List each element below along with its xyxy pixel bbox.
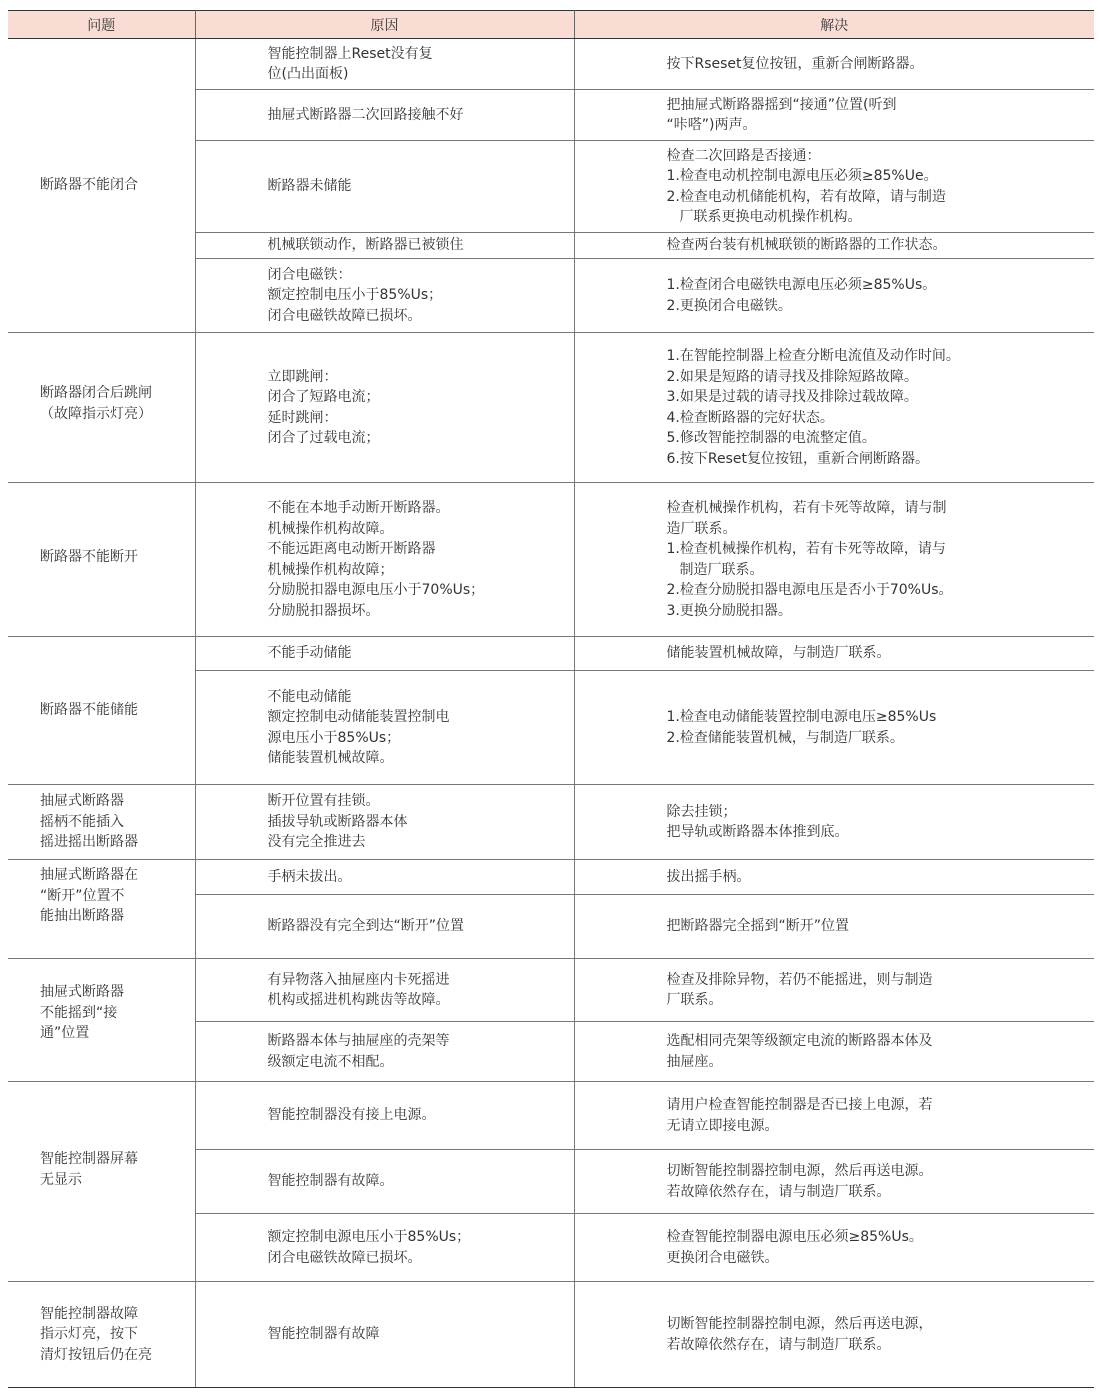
cause-cell	[195, 90, 574, 141]
solution-line: 厂联系更换电动机操作机构。	[679, 209, 862, 225]
problem-line: 不能摇到“接	[40, 1004, 118, 1021]
solution-line: 若故障依然存在，请与制造厂联系。	[666, 1183, 891, 1200]
cause-line: 没有完全推进去	[267, 834, 366, 851]
cause-cell	[195, 233, 574, 259]
solution-line: 2.更换闭合电磁铁。	[666, 297, 792, 314]
cause-line: 延时跳闸：	[267, 409, 338, 426]
cause-line: 立即跳闸：	[267, 368, 338, 385]
solution-cell	[574, 233, 1094, 259]
problem-line: 断路器不能断开	[40, 549, 138, 566]
cause-cell	[195, 39, 574, 90]
cause-cell	[195, 1282, 574, 1388]
solution-line: 1.在智能控制器上检查分断电流值及动作时间。	[666, 348, 960, 364]
cause-line: 手柄未拔出。	[267, 868, 352, 885]
solution-line: 2.如果是短路的请寻找及排除短路故障。	[666, 368, 918, 385]
cause-cell	[195, 895, 574, 959]
cause-cell	[195, 860, 574, 895]
troubleshooting-table-container	[8, 10, 1094, 1388]
solution-cell	[574, 785, 1094, 860]
solution-line: 检查二次回路是否接通：	[666, 147, 821, 164]
solution-line: 检查两台装有机械联锁的断路器的工作状态。	[666, 237, 947, 254]
cause-line: 位(凸出面板)	[267, 66, 349, 82]
problem-line: 断路器不能闭合	[40, 177, 138, 194]
table-row	[8, 959, 1094, 1022]
solution-cell	[574, 141, 1094, 233]
solution-line: 按下Rseset复位按钮，重新合闸断路器。	[666, 55, 924, 72]
cause-cell	[195, 785, 574, 860]
solution-line: 检查机械操作机构，若有卡死等故障，请与制	[666, 500, 947, 516]
table-header	[8, 11, 1094, 39]
cause-cell	[195, 959, 574, 1022]
solution-cell	[574, 895, 1094, 959]
solution-line: 检查智能控制器电源电压必须≥85%Us。	[666, 1229, 923, 1245]
problem-line: 断路器闭合后跳闸	[40, 385, 152, 401]
cause-line: 机械联锁动作，断路器已被锁住	[267, 237, 464, 254]
table-row	[8, 785, 1094, 860]
problem-cell	[8, 483, 195, 637]
problem-line: （故障指示灯亮）	[40, 405, 152, 422]
solution-line: 6.按下Reset复位按钮，重新合闸断路器。	[666, 450, 929, 467]
solution-line: 1.检查电动储能装置控制电源电压≥85%Us	[666, 709, 937, 725]
cause-line: 额定控制电动储能装置控制电	[267, 709, 450, 725]
cause-line: 智能控制器没有接上电源。	[267, 1107, 436, 1124]
solution-line: 切断智能控制器控制电源，然后再送电源，	[666, 1316, 933, 1332]
cause-line: 不能手动储能	[267, 645, 352, 662]
cause-line: 额定控制电压小于85%Us；	[267, 287, 443, 304]
problem-line: 能抽出断路器	[40, 908, 124, 925]
cause-line: 机械操作机构故障；	[267, 561, 394, 578]
problem-line: 智能控制器屏幕	[40, 1151, 138, 1167]
problem-cell	[8, 1082, 195, 1282]
solution-line: 更换闭合电磁铁。	[666, 1249, 779, 1266]
cause-cell	[195, 259, 574, 333]
cause-cell	[195, 141, 574, 233]
cause-line: 智能控制器上Reset没有复	[267, 45, 433, 62]
problem-line: 通”位置	[40, 1025, 90, 1042]
cause-cell	[195, 483, 574, 637]
cause-line: 断路器未储能	[267, 178, 352, 195]
problem-line: “断开”位置不	[40, 887, 125, 904]
troubleshooting-table	[8, 10, 1094, 1388]
solution-cell	[574, 39, 1094, 90]
cause-line: 分励脱扣器电源电压小于70%Us；	[267, 582, 485, 598]
cause-line: 不能远距离电动断开断路器	[267, 541, 436, 557]
problem-line: 抽屉式断路器	[40, 984, 124, 1001]
solution-line: 厂联系。	[666, 992, 723, 1008]
problem-line: 断路器不能储能	[40, 702, 138, 719]
cause-line: 不能在本地手动断开断路器。	[267, 500, 450, 516]
cause-line: 闭合电磁铁：	[267, 266, 352, 283]
solution-line: 4.检查断路器的完好状态。	[666, 409, 834, 426]
problem-line: 指示灯亮，按下	[40, 1326, 138, 1343]
solution-line: 2.检查分励脱扣器电源电压是否小于70%Us。	[666, 582, 953, 598]
solution-line: 3.如果是过载的请寻找及排除过载故障。	[666, 389, 918, 405]
cause-cell	[195, 1022, 574, 1082]
solution-line: 无请立即接电源。	[666, 1117, 779, 1134]
table-body	[8, 39, 1094, 1388]
solution-line: 请用户检查智能控制器是否已接上电源，若	[666, 1097, 933, 1113]
problem-cell	[8, 39, 195, 333]
solution-line: 抽屉座。	[666, 1053, 723, 1070]
solution-line: 储能装置机械故障，与制造厂联系。	[666, 645, 891, 662]
solution-cell	[574, 671, 1094, 785]
problem-cell	[8, 959, 195, 1082]
problem-line: 抽屉式断路器	[40, 793, 124, 810]
cause-line: 智能控制器有故障。	[267, 1173, 394, 1190]
cause-line: 有异物落入抽屉座内卡死摇进	[267, 971, 450, 988]
solution-cell	[574, 959, 1094, 1022]
cause-line: 额定控制电源电压小于85%Us；	[267, 1229, 471, 1245]
cause-line: 断开位置有挂锁。	[267, 793, 380, 810]
problem-cell	[8, 860, 195, 959]
solution-line: 1.检查机械操作机构，若有卡死等故障，请与	[666, 541, 946, 557]
header-solution: 解决	[574, 11, 1094, 39]
solution-line: 除去挂锁；	[666, 803, 737, 820]
solution-cell	[574, 259, 1094, 333]
problem-cell	[8, 637, 195, 785]
solution-cell	[574, 1150, 1094, 1214]
solution-line: “咔嗒”)两声。	[666, 117, 757, 133]
solution-line: 把抽屉式断路器摇到“接通”位置(听到	[666, 96, 897, 113]
cause-cell	[195, 1082, 574, 1150]
cause-cell	[195, 1214, 574, 1282]
problem-cell	[8, 1282, 195, 1388]
solution-cell	[574, 1082, 1094, 1150]
solution-line: 检查及排除异物，若仍不能摇进，则与制造	[666, 971, 933, 988]
solution-line: 1.检查电动机控制电源电压必须≥85%Ue。	[666, 168, 938, 184]
cause-line: 插拔导轨或断路器本体	[267, 813, 408, 830]
cause-line: 源电压小于85%Us；	[267, 729, 401, 746]
solution-line: 把导轨或断路器本体推到底。	[666, 824, 849, 840]
problem-line: 摇进摇出断路器	[40, 834, 138, 851]
table-row	[8, 333, 1094, 483]
solution-cell	[574, 860, 1094, 895]
solution-cell	[574, 1282, 1094, 1388]
solution-line: 选配相同壳架等级额定电流的断路器本体及	[666, 1033, 933, 1049]
cause-line: 分励脱扣器损坏。	[267, 602, 380, 619]
problem-line: 智能控制器故障	[40, 1305, 138, 1322]
problem-cell	[8, 785, 195, 860]
cause-cell	[195, 333, 574, 483]
cause-line: 闭合了短路电流；	[267, 389, 380, 405]
cause-line: 闭合了过载电流；	[267, 430, 380, 446]
header-problem: 问题	[8, 11, 195, 39]
solution-line: 2.检查储能装置机械，与制造厂联系。	[666, 729, 904, 746]
cause-cell	[195, 1150, 574, 1214]
solution-line: 把断路器完全摇到“断开”位置	[666, 918, 850, 935]
cause-line: 不能电动储能	[267, 688, 352, 705]
cause-line: 断路器没有完全到达“断开”位置	[267, 918, 465, 935]
cause-line: 闭合电磁铁故障已损坏。	[267, 307, 422, 324]
cause-line: 级额定电流不相配。	[267, 1053, 394, 1070]
table-row	[8, 1082, 1094, 1150]
solution-line: 1.检查闭合电磁铁电源电压必须≥85%Us。	[666, 277, 937, 293]
cause-line: 抽屉式断路器二次回路接触不好	[267, 106, 464, 123]
table-row	[8, 39, 1094, 90]
solution-line: 3.更换分励脱扣器。	[666, 602, 792, 619]
cause-line: 储能装置机械故障。	[267, 750, 394, 766]
cause-cell	[195, 671, 574, 785]
solution-line: 切断智能控制器控制电源，然后再送电源。	[666, 1163, 933, 1179]
cause-line: 闭合电磁铁故障已损坏。	[267, 1249, 422, 1266]
table-row	[8, 483, 1094, 637]
solution-cell	[574, 90, 1094, 141]
problem-line: 清灯按钮后仍在亮	[40, 1346, 152, 1363]
problem-cell	[8, 333, 195, 483]
problem-line: 抽屉式断路器在	[40, 867, 138, 884]
cause-cell	[195, 637, 574, 671]
cause-line: 智能控制器有故障	[267, 1326, 380, 1343]
cause-line: 断路器本体与抽屉座的壳架等	[267, 1033, 450, 1049]
header-row	[8, 11, 1094, 39]
cause-line: 机械操作机构故障。	[267, 520, 394, 537]
solution-cell	[574, 1022, 1094, 1082]
header-cause: 原因	[195, 11, 574, 39]
solution-cell	[574, 333, 1094, 483]
solution-cell	[574, 483, 1094, 637]
solution-line: 2.检查电动机储能机构，若有故障，请与制造	[666, 188, 946, 205]
problem-line: 摇柄不能插入	[40, 813, 124, 830]
table-row	[8, 860, 1094, 895]
cause-line: 机构或摇进机构跳齿等故障。	[267, 992, 450, 1008]
solution-cell	[574, 637, 1094, 671]
table-row	[8, 637, 1094, 671]
table-row	[8, 1282, 1094, 1388]
solution-line: 拔出摇手柄。	[666, 868, 751, 885]
solution-cell	[574, 1214, 1094, 1282]
problem-line: 无显示	[40, 1171, 82, 1188]
solution-line: 造厂联系。	[666, 520, 737, 537]
solution-line: 若故障依然存在，请与制造厂联系。	[666, 1336, 891, 1353]
solution-line: 制造厂联系。	[679, 561, 764, 578]
solution-line: 5.修改智能控制器的电流整定值。	[666, 430, 876, 446]
